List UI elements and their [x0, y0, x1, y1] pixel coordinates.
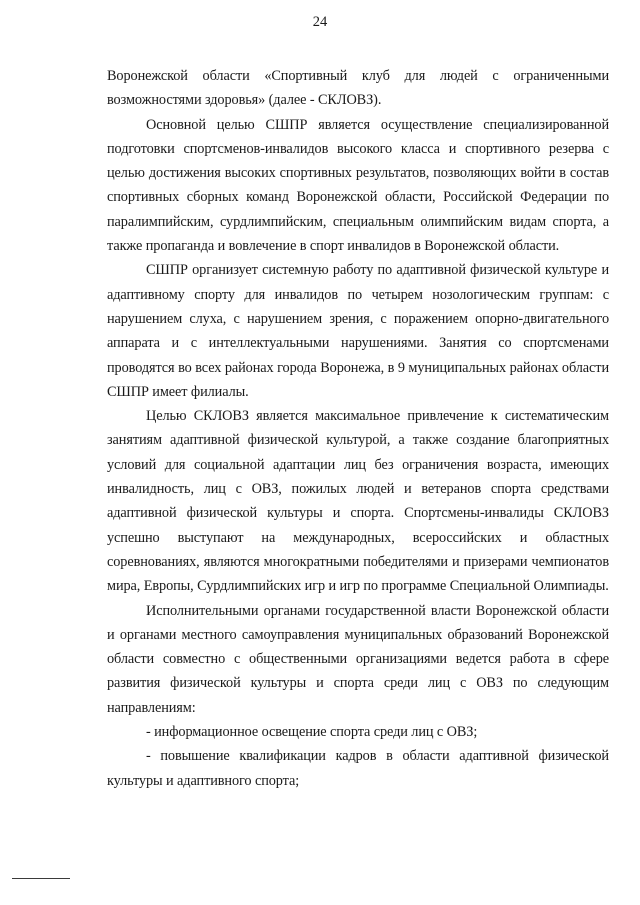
paragraph-1: Воронежской области «Спортивный клуб для людей с ограниченными возможностями здоровья» (далее - СКЛОВЗ). [107, 68, 609, 109]
paragraph-5: Исполнительными органами государственной власти Воронежской области и органами местного самоуправления муниципальных образований Воронежской области совместно с общественными организациями ведется работа в сфере развития физической культуры и спорта среди лиц с ОВЗ по следующим направлениям: [107, 602, 609, 716]
paragraph-4: Целью СКЛОВЗ является максимальное привлечение к систематическим занятиям адаптивной физической культурой, а также создание благоприятных условий для социальной адаптации лиц без ограничения возраста, имеющих инвалидность, лиц с ОВЗ, пожилых людей и ветеранов спорта средствами адаптивной физической культуры и спорта. Спортсмены-инвалиды СКЛОВЗ успешно выступают на международных, всероссийских и областных соревнованиях, являются многократными победителями и призерами чемпионатов мира, Европы, Сурдлимпийских игр и игр по программе Специальной Олимпиады. [107, 408, 609, 595]
list-item-2: - повышение квалификации кадров в области адаптивной физической культуры и адаптивного спорта; [107, 748, 609, 789]
page-number: 24 [312, 14, 328, 30]
paragraph-3: СШПР организует системную работу по адаптивной физической культуре и адаптивному спорту для инвалидов по четырем нозологическим группам: с нарушением слуха, с нарушением зрения, с поражением опорно-двигательного аппарата и с интеллектуальными нарушениями. Занятия со спортсменами проводятся во всех районах города Воронежа, в 9 муниципальных районах области СШПР имеет филиалы. [107, 262, 609, 400]
paragraph-2: Основной целью СШПР является осуществление специализированной подготовки спортсменов-инвалидов высокого класса и спортивного резерва с целью достижения высоких спортивных результатов, позволяющих войти в состав спортивных сборных команд Воронежской области, Российской Федерации по паралимпийским, сурдлимпийским, специальным олимпийским видам спорта, а также пропаганда и вовлечение в спорт инвалидов в Воронежской области. [107, 116, 609, 255]
document-body [107, 64, 609, 793]
list-item-1: - информационное освещение спорта среди лиц с ОВЗ; [146, 724, 478, 741]
footnote-separator [12, 878, 70, 879]
